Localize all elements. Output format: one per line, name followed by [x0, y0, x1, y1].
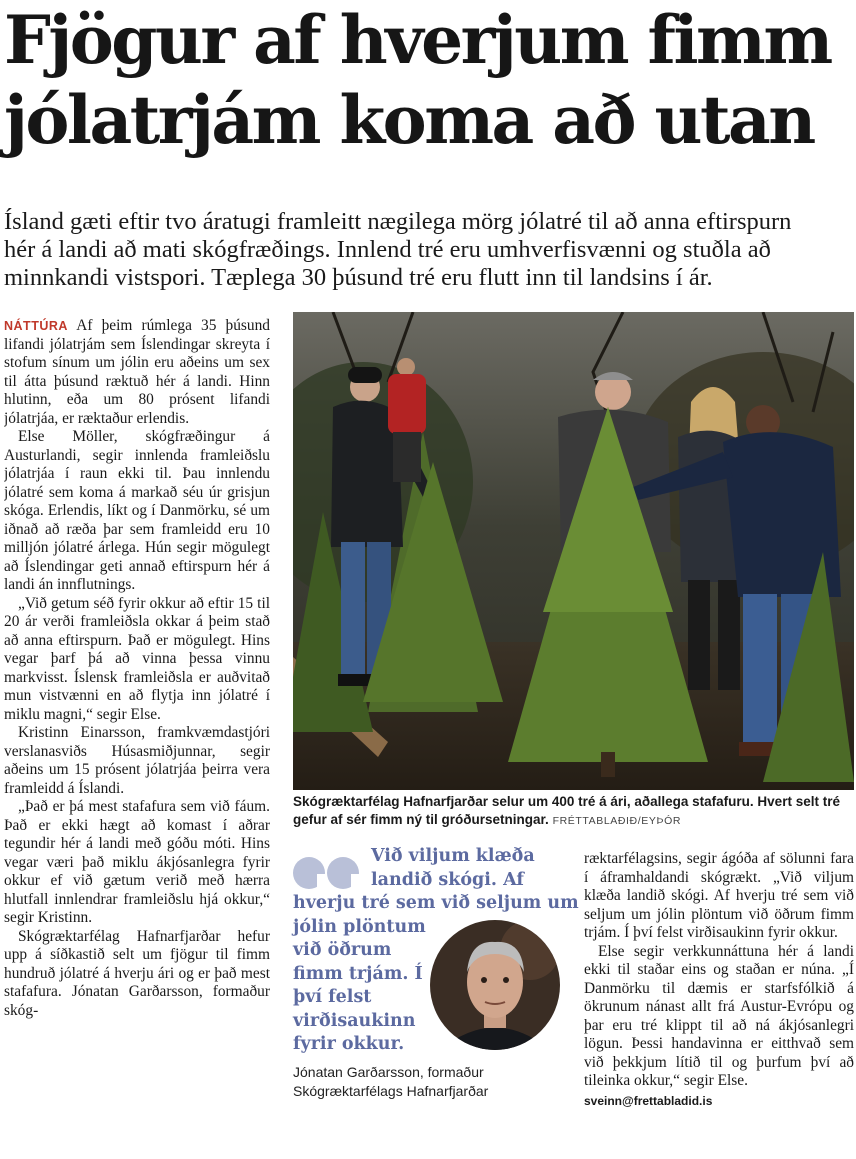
body-paragraph — [4, 317, 270, 428]
quote-line: landið skógi. Af — [371, 869, 524, 890]
lead-line-3: minnkandi vistspori. Tæplega 30 þúsund tré eru flutt inn til landsins í ár. — [4, 264, 713, 291]
body-paragraph: „Við getum séð fyrir okkur að eftir 15 til 20 ár verði framleiðsla okkar á þeim stað að anna eftirspurn. Það er mögulegt. Hins vegar þarf þá að vinna þessa vinnu markvisst. Íslensk framleiðsla er auðvitað mun vistvænni en að flytja inn jólatré í miklu magni,“ segir Else. — [4, 594, 270, 723]
lead-paragraph — [4, 208, 854, 292]
pull-quote — [293, 845, 579, 1159]
author-email[interactable]: sveinn@frettabladid.is — [584, 1093, 713, 1108]
photo-caption — [293, 793, 854, 830]
body-paragraph: Else Möller, skógfræðingur á Austurlandi, segir innlenda framleiðslu jólatrjáa í raun ekki til. Þau innlendu jólatré sem koma á markað séu úr grisjun skóga. Erlendis, líkt og í Danmörku, sé um iðnað að ræða þar sem framleidd eru 10 milljón jólatré árlega. Hún segir mögulegt að Íslendingar geti annað eftirspurn hér á landi án innflutnings. — [4, 428, 270, 593]
body-paragraph: Else segir verkkunnáttuna hér á landi ekki til staðar eins og staðan er núna. „Í Danmörku til dæmis er starfsfólkið á ökrunum nánast allt frá Austur-Evrópu og þar eru tré klippt til að ná ákjósanlegri lögun. Þessi handavinna er eitthvað sem við þekkjum lítið til og þurfum því að tileinka okkur,“ segir Else. — [584, 942, 854, 1089]
attribution-line: Jónatan Garðarsson, formaður — [293, 1064, 484, 1080]
quote-line: fimm trjám. Í — [293, 963, 423, 984]
headline-line-2: jólatrjám koma að utan — [4, 81, 814, 159]
quote-line: jólin plöntum — [293, 916, 426, 937]
lead-line-1: Ísland gæti eftir tvo áratugi framleitt nægilega mörg jólatré til að anna eftirspurn — [4, 208, 792, 235]
photo-credit: FRÉTTABLAÐIÐ/EYÞÓR — [552, 815, 682, 827]
body-paragraph: Kristinn Einarsson, framkvæmdastjóri verslanasviðs Húsasmiðjunnar, segir aðeins um 15 prósent jólatrjáa þeirra vera framleidd á Íslandi. — [4, 724, 270, 797]
body-column-1 — [4, 317, 270, 1159]
quote-line: Við viljum klæða — [371, 846, 535, 866]
body-column-3 — [584, 850, 854, 1159]
portrait-photo — [430, 920, 560, 1050]
quote-line: hverju tré sem við seljum um — [293, 893, 579, 913]
quote-attribution — [293, 1063, 573, 1101]
section-kicker: NÁTTÚRA — [4, 319, 68, 333]
body-paragraph: Skógræktarfélag Hafnarfjarðar hefur upp á síðkastið selt um fjögur til fimm hundruð jólatré á hverju ári og er það mest stafafura. Jónatan Garðarsson, formaður skóg- — [4, 927, 270, 1019]
attribution-line: Skógræktarfélags Hafnarfjarðar — [293, 1083, 489, 1099]
quote-line: virðisaukinn — [293, 1010, 416, 1031]
body-text: Af þeim rúmlega 35 þúsund lifandi jólatrjám sem Íslendingar skreyta í stofum sínum um jólin eru aðeins um sex til átta þúsund ræktuð hér á landi. Hinn hlutinn, eða um 80 prósent lifandi jólatrjáa, er ræktaður erlendis. — [4, 317, 270, 427]
caption-text: Skógræktarfélag Hafnarfjarðar selur um 400 tré á ári, aðallega stafafuru. Hvert selt tré gefur af sér fimm ný til gróðursetningar. — [293, 794, 840, 827]
quote-line: fyrir okkur. — [293, 1034, 405, 1054]
headline — [4, 0, 854, 160]
quote-line: því felst — [293, 987, 372, 1007]
article-photo — [293, 312, 854, 790]
body-paragraph: ræktarfélagsins, segir ágóða af sölunni fara í áframhaldandi skógrækt. „Við viljum klæða landið skógi. Af hverju tré sem við seljum um jólin plöntum við öðrum fimm trjám. Í því felst virðisaukinn fyrir okkur. — [584, 850, 854, 941]
body-paragraph: „Það er þá mest stafafura sem við fáum. Það er ekki hægt að komast í aðrar tegundir hér á landi með góðu móti. Hins vegar væri það miklu ákjósanlegra fyrir okkur ef við gætum verið með hærra hlutfall innlendrar framleiðslu hjá okkur,“ segir Kristinn. — [4, 798, 270, 926]
headline-line-1: Fjögur af hverjum fimm — [4, 1, 831, 79]
quote-line: við öðrum — [293, 940, 392, 960]
lead-line-2: hér á landi að mati skógfræðings. Innlend tré eru umhverfisvænni og stuðla að — [4, 236, 771, 263]
